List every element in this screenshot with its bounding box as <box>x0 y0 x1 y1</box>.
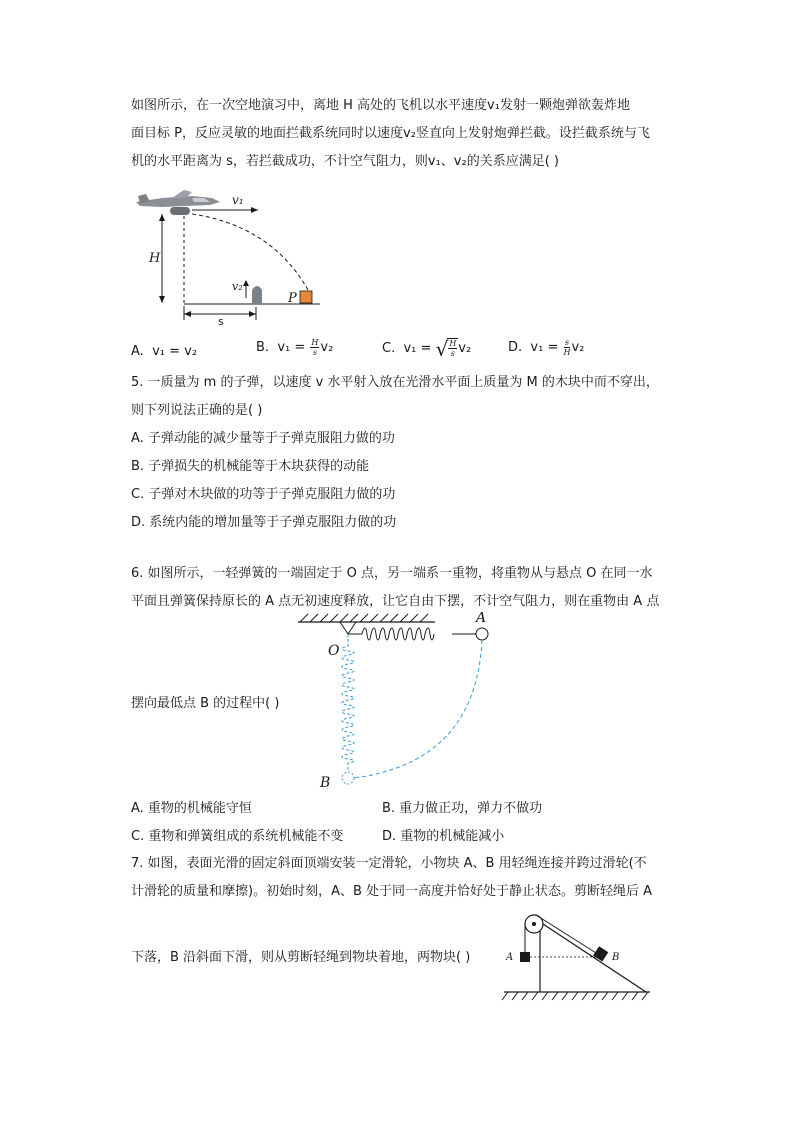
q6-line-2: 平面且弹簧保持原长的 A 点无初速度释放，让它自由下摆，不计空气阻力，则在重物由 A 点 <box>131 594 660 609</box>
label-A: A <box>476 612 487 626</box>
q7-line-2: 计滑轮的质量和摩擦)。初始时刻，A、B 处于同一高度并恰好处于静止状态。剪断轻绳后 A <box>131 884 653 899</box>
fraction-numerator: s <box>564 338 570 347</box>
label-B: B <box>320 775 331 791</box>
q4-line-1: 如图所示，在一次空地演习中，离地 H 高处的飞机以水平速度v₁发射一颗炮弹欲轰炸地 <box>131 98 630 113</box>
option-label: A. <box>131 344 144 359</box>
formula-right: v₂ <box>320 340 334 355</box>
q5-option-a[interactable]: A. 子弹动能的减少量等于子弹克服阻力做的功 <box>131 431 395 446</box>
q6-option-b[interactable]: B. 重力做正功，弹力不做功 <box>382 801 543 816</box>
q4-option-b[interactable] <box>256 338 333 358</box>
target-block <box>300 291 312 303</box>
spring-horizontal <box>362 628 434 640</box>
sqrt-fraction: √ $\frac{H}{s}$ <box>435 336 457 361</box>
q6-option-a[interactable]: A. 重物的机械能守恒 <box>131 801 252 816</box>
formula-left: v₁ = <box>530 340 559 355</box>
fraction-numerator: H <box>449 339 457 348</box>
q5-option-c[interactable]: C. 子弹对木块做的功等于子弹克服阻力做的功 <box>131 487 396 502</box>
label-H: H <box>149 251 161 266</box>
q6-option-c[interactable]: C. 重物和弹簧组成的系统机械能不变 <box>131 829 344 844</box>
label-B: B <box>612 952 620 963</box>
fraction <box>310 338 319 357</box>
q5-option-d[interactable]: D. 系统内能的增加量等于子弹克服阻力做的功 <box>131 515 397 530</box>
interceptor-icon <box>252 286 262 304</box>
option-label: D. <box>508 340 523 355</box>
q7-line-1: 7. 如图，表面光滑的固定斜面顶端安装一定滑轮，小物块 A、B 用轻绳连接并跨过滑轮(不 <box>131 856 647 871</box>
q6-figure-spring-pendulum <box>290 612 500 792</box>
q6-option-d[interactable]: D. 重物的机械能减小 <box>382 829 505 844</box>
q7-figure-incline-pulley <box>500 908 660 1004</box>
q4-option-a[interactable] <box>131 342 197 362</box>
spring-vertical <box>342 634 354 772</box>
formula-left: v₁ = <box>403 341 432 356</box>
q7-line-3: 下落，B 沿斜面下滑，则从剪断轻绳到物块着地，两物块( ) <box>131 950 471 965</box>
label-P: P <box>288 291 297 306</box>
fraction-denominator: s <box>312 348 317 357</box>
fraction <box>448 339 457 358</box>
fraction-numerator: H <box>311 338 319 347</box>
block-A <box>520 952 530 962</box>
formula-right: v₂ <box>571 340 585 355</box>
q4-line-3: 机的水平距离为 s，若拦截成功，不计空气阻力，则v₁、v₂的关系应满足( ) <box>131 154 559 169</box>
q6-line-3: 摆向最低点 B 的过程中( ) <box>131 696 280 711</box>
fraction-denominator: H <box>563 348 571 357</box>
q4-line-2: 面目标 P，反应灵敏的地面拦截系统同时以速度v₂竖直向上发射炮弹拦截。设拦截系统与飞 <box>131 126 650 141</box>
label-s: s <box>218 315 224 326</box>
option-label: B. <box>256 340 270 355</box>
formula-left: v₁ = <box>277 340 306 355</box>
fraction <box>564 338 571 357</box>
option-formula: v₁ = v₂ <box>152 344 198 359</box>
q6-line-1: 6. 如图所示，一轻弹簧的一端固定于 O 点，另一端系一重物，将重物从与悬点 O 在同一水 <box>131 566 653 581</box>
label-v1: v₁ <box>232 193 244 207</box>
airplane-icon <box>136 190 220 215</box>
q4-figure-projectile <box>132 186 322 326</box>
q4-option-c[interactable] <box>382 338 471 359</box>
q5-line-1: 5. 一质量为 m 的子弹，以速度 v 水平射入放在光滑水平面上质量为 M 的木块中而不穿出， <box>131 375 659 390</box>
label-A: A <box>506 952 514 963</box>
label-O: O <box>328 643 340 659</box>
mass-at-B <box>342 772 354 784</box>
q5-line-2: 则下列说法正确的是( ) <box>131 403 263 418</box>
label-v2: v₂ <box>232 280 243 293</box>
option-label: C. <box>382 341 396 356</box>
fraction-denominator: s <box>450 349 455 358</box>
mass-at-A <box>476 628 488 640</box>
q4-option-d[interactable] <box>508 338 584 358</box>
q5-option-b[interactable]: B. 子弹损失的机械能等于木块获得的动能 <box>131 459 370 474</box>
formula-right: v₂ <box>458 341 472 356</box>
